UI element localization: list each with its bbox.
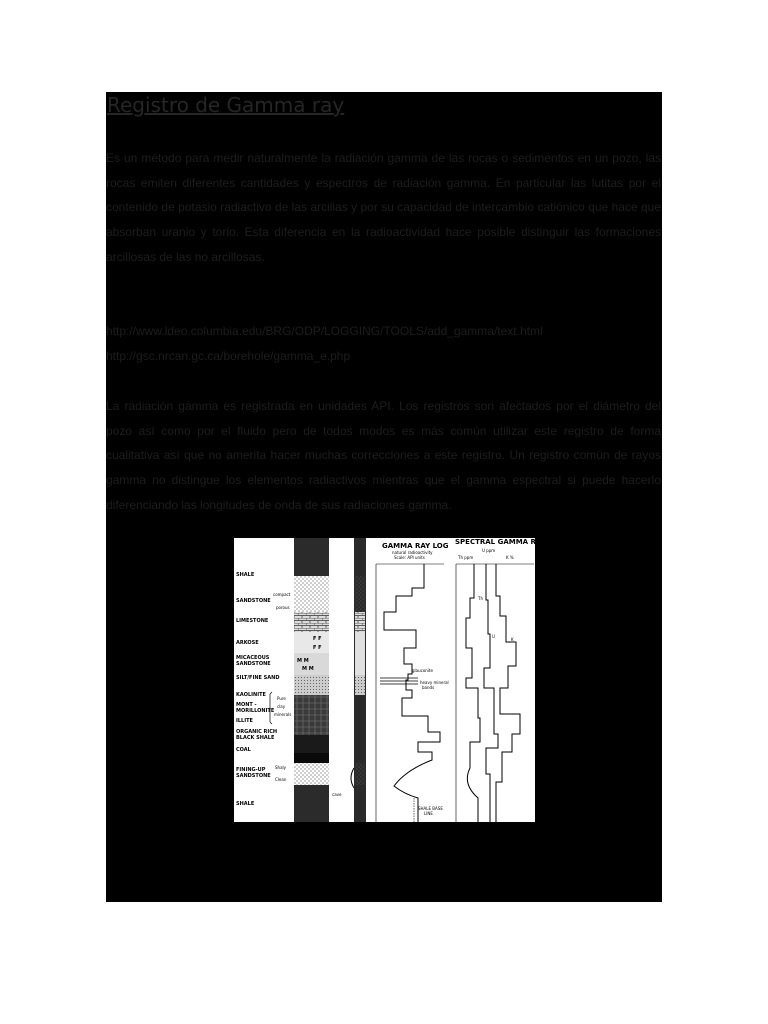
link-gsc-nrcan[interactable]: http://gsc.nrcan.gc.ca/borehole/gamma_e.php	[106, 348, 351, 363]
label-arkose: ARKOSE	[236, 640, 259, 646]
gamma-ray-log-title: GAMMA RAY LOG	[382, 542, 449, 550]
trace-th-label: Th	[478, 596, 483, 601]
th-ppm-label: Th ppm	[458, 555, 474, 560]
label-compact: compact	[273, 592, 291, 597]
link-ldeo-columbia[interactable]: http://www.ldeo.columbia.edu/BRG/ODP/LOGGING/TOOLS/add_gamma/text.html	[106, 324, 543, 338]
label-fining-2: SANDSTONE	[236, 773, 271, 779]
svg-text:M M: M M	[297, 658, 309, 664]
intro-paragraph: Es un método para medir naturalmente la radiación gamma de las rocas o sedimentos en un pozo, las rocas emiten diferentes cantidades y espectros de radiación gamma. En particular las lutitas por el contenido de potasio radiactivo de las arcillas y por su capacidad de intercambio catiónico que hace que absorban uranio y torio. Esta diferencia en la radioactividad hace posible distinguir las formaciones arcillosas de las no arcillosas.	[106, 151, 661, 264]
trace-k-label: K	[511, 637, 514, 642]
label-porous: porous	[276, 605, 290, 610]
label-pure-3: minerals	[274, 712, 292, 717]
label-illite: ILLITE	[236, 718, 253, 724]
label-shaly: Shaly	[275, 765, 287, 770]
label-kaolinite: KAOLINITE	[236, 692, 266, 698]
label-heavy-1: heavy mineral	[420, 680, 449, 685]
reference-links	[106, 319, 661, 368]
label-silt: SILT/FINE SAND	[236, 675, 280, 681]
k-pct-label: K %	[506, 555, 514, 560]
trace-u-label: U	[492, 634, 495, 639]
label-sandstone: SANDSTONE	[236, 598, 271, 604]
spectral-title: SPECTRAL GAMMA RAY	[455, 538, 546, 546]
gamma-ray-subtitle-2: Scale: API units	[394, 555, 425, 560]
label-pure-2: clay	[277, 704, 286, 709]
label-shale-top: SHALE	[236, 572, 255, 578]
api-paragraph: La radiación gamma es registrada en unidades API. Los registros son afectados por el diámetro del pozo así como por el fluido pero de todos modos es más común utilizar este registro de forma cualitativa así que no amerita hacer muchas correcciones a este registro. Un registro común de rayos gamma no distingue los elementos radiactivos mientras que el gamma espectral si puede hacerlo diferenciando las longitudes de onda de sus radiaciones gamma.	[106, 399, 661, 512]
spectral-gamma-track	[455, 538, 547, 822]
svg-text:M M: M M	[302, 666, 314, 672]
label-shale-base-1: SHALE BASE	[418, 806, 443, 811]
label-shale-base-2: LINE	[424, 811, 433, 816]
label-heavy-2: bands	[422, 685, 435, 690]
label-fining-1: FINING-UP	[236, 767, 266, 773]
label-mont-2: MORILLONITE	[236, 708, 275, 714]
gamma-ray-log-diagram	[234, 538, 546, 822]
label-mont-1: MONT -	[236, 702, 257, 708]
label-pure-1: Pure	[277, 696, 286, 701]
page-title: Registro de Gamma ray	[107, 93, 345, 117]
label-limestone: LIMESTONE	[236, 618, 269, 624]
u-ppm-label: U ppm	[482, 548, 496, 553]
label-glauconite: glauconite	[412, 668, 433, 673]
label-cave: cave	[332, 792, 342, 797]
label-organic-1: ORGANIC RICH	[236, 729, 278, 735]
gamma-ray-subtitle-1: natural radioactivity	[392, 550, 433, 555]
label-clean: Clean	[275, 777, 287, 782]
label-shale-bottom: SHALE	[236, 801, 255, 807]
label-micaceous-1: MICACEOUS	[236, 655, 270, 661]
gamma-ray-track	[376, 542, 449, 822]
label-organic-2: BLACK SHALE	[236, 735, 275, 741]
document-page	[106, 92, 662, 902]
label-micaceous-2: SANDSTONE	[236, 661, 271, 667]
label-coal: COAL	[236, 747, 251, 753]
gamma-ray-figure	[234, 538, 546, 822]
svg-text:F F: F F	[313, 636, 322, 642]
svg-text:F F: F F	[313, 645, 322, 651]
lithology-column	[294, 538, 329, 822]
borehole-column	[351, 538, 366, 822]
